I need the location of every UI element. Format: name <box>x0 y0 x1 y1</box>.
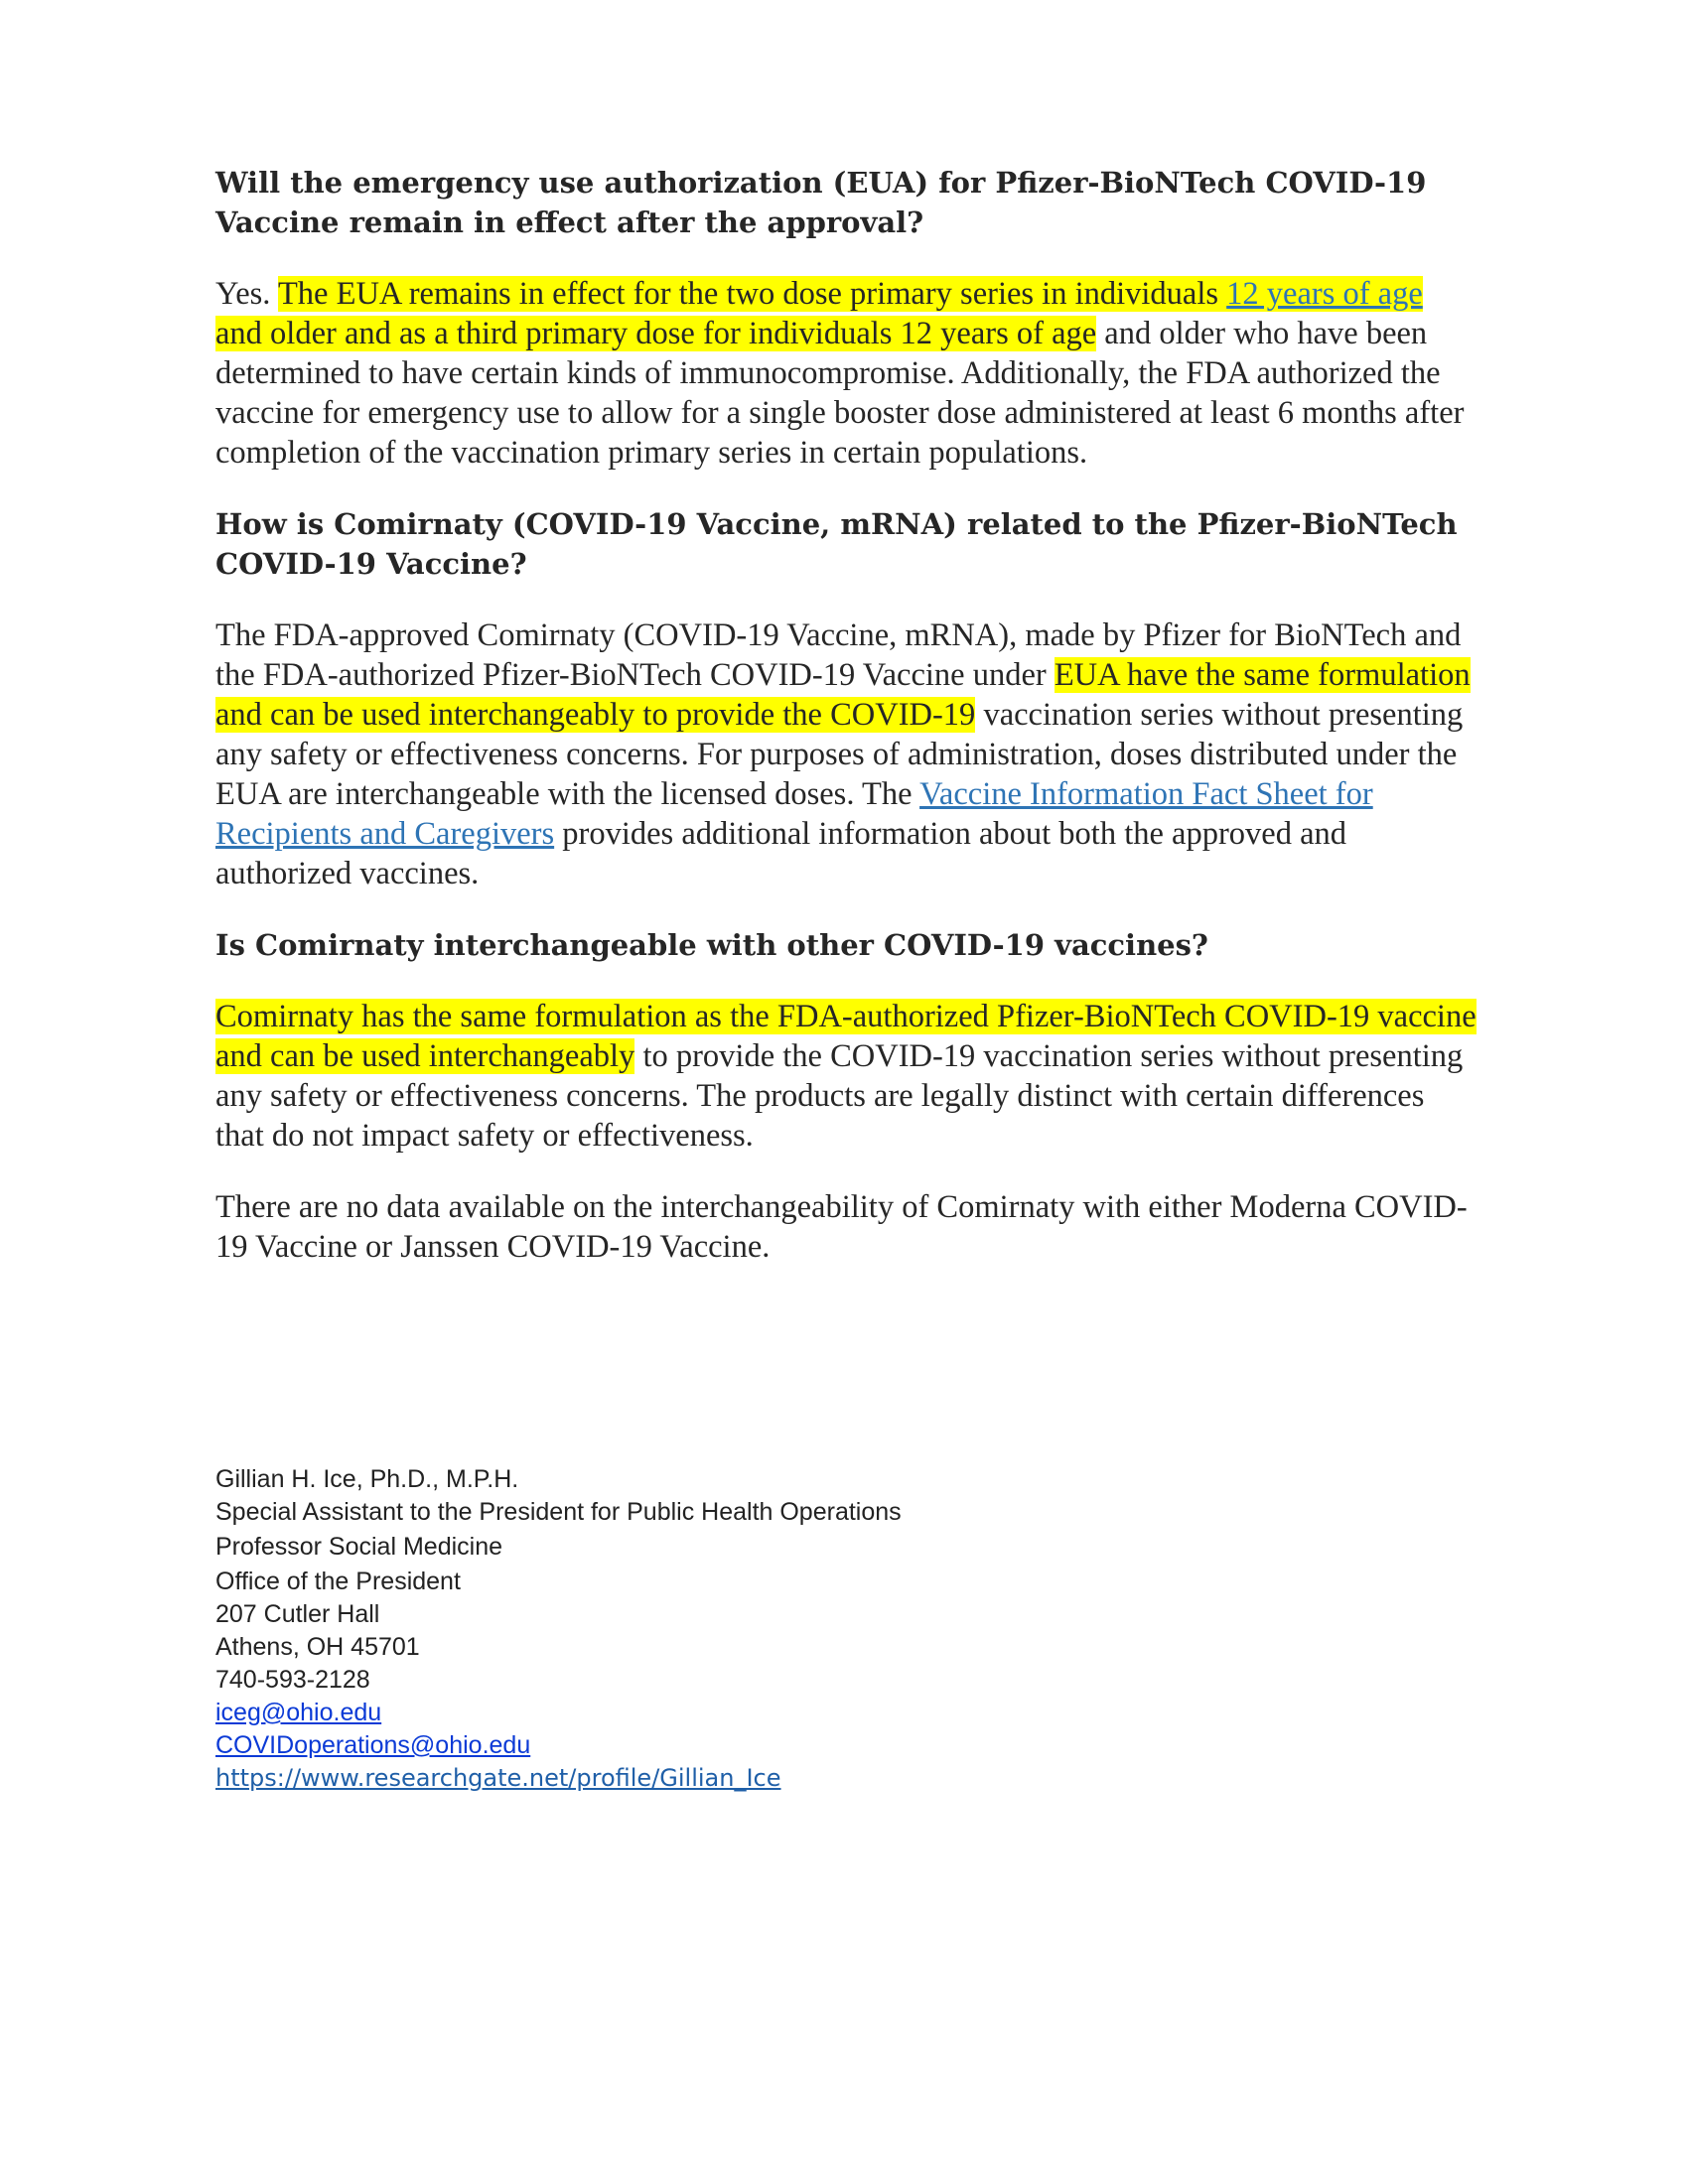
signature-address: Athens, OH 45701 <box>215 1633 420 1661</box>
age-link[interactable]: 12 years of age <box>1226 276 1423 312</box>
email-link[interactable]: iceg@ohio.edu <box>215 1699 382 1726</box>
signature-name: Gillian H. Ice, Ph.D., M.P.H. <box>215 1465 519 1493</box>
signature-block <box>215 1463 902 1795</box>
signature-phone: 740-593-2128 <box>215 1666 370 1694</box>
signature-title: Special Assistant to the President for Public Health Operations <box>215 1498 902 1526</box>
faq-content <box>215 163 1477 1298</box>
highlighted-text: Comirnaty has the same formulation as the FDA-authorized Pfizer-BioNTech COVID-19 vaccine and can be used interchangeably <box>215 999 1477 1074</box>
answer-text: The FDA-approved Comirnaty (COVID-19 Vaccine, mRNA), made by Pfizer for BioNTech and the FDA-authorized Pfizer-BioNTech COVID-19 Vaccine under <box>215 617 1462 693</box>
answer-interchangeable <box>215 997 1477 1156</box>
answer-text: and older who have been determined to have certain kinds of immunocompromise. Additionally, the FDA authorized the vaccine for emergency use to allow for a single booster dose administered at least 6 months after completion of the vaccination primary series in certain populations. <box>215 316 1465 471</box>
question-comirnaty-relation: How is Comirnaty (COVID-19 Vaccine, mRNA) related to the Pfizer-BioNTech COVID-19 Vaccine? <box>215 507 1458 581</box>
fact-sheet-link[interactable]: Vaccine Information Fact Sheet for Recipients and Caregivers <box>215 776 1373 852</box>
question-eua-effect: Will the emergency use authorization (EUA) for Pfizer-BioNTech COVID-19 Vaccine remain in effect after the approval? <box>215 166 1427 239</box>
signature-address: 207 Cutler Hall <box>215 1600 380 1628</box>
highlighted-text: and older and as a third primary dose for individuals 12 years of age <box>215 316 1097 351</box>
highlighted-text: The EUA remains in effect for the two dose primary series in individuals <box>277 276 1227 312</box>
email-link[interactable]: COVIDoperations@ohio.edu <box>215 1731 531 1759</box>
signature-office: Office of the President <box>215 1568 461 1595</box>
answer-text: Yes. <box>215 276 278 312</box>
answer-comirnaty-relation <box>215 615 1477 893</box>
answer-text: provides additional information about both the approved and authorized vaccines. <box>215 816 1347 891</box>
answer-no-data: There are no data available on the interchangeability of Comirnaty with either Moderna COVID-19 Vaccine or Janssen COVID-19 Vaccine. <box>215 1189 1468 1265</box>
signature-title: Professor Social Medicine <box>215 1533 503 1561</box>
highlighted-text: EUA have the same formulation and can be used interchangeably to provide the COVID-19 <box>215 657 1471 733</box>
answer-text: to provide the COVID-19 vaccination series without presenting any safety or effectiveness concerns. The products are legally distinct with certain differences that do not impact safety or effectiveness. <box>215 1038 1464 1154</box>
answer-text: vaccination series without presenting any safety or effectiveness concerns. For purposes of administration, doses distributed under the EUA are interchangeable with the licensed doses. The <box>215 697 1464 812</box>
question-interchangeable: Is Comirnaty interchangeable with other COVID-19 vaccines? <box>215 928 1208 962</box>
researchgate-link[interactable]: https://www.researchgate.net/profile/Gillian_Ice <box>215 1764 781 1792</box>
answer-eua-effect <box>215 274 1477 473</box>
